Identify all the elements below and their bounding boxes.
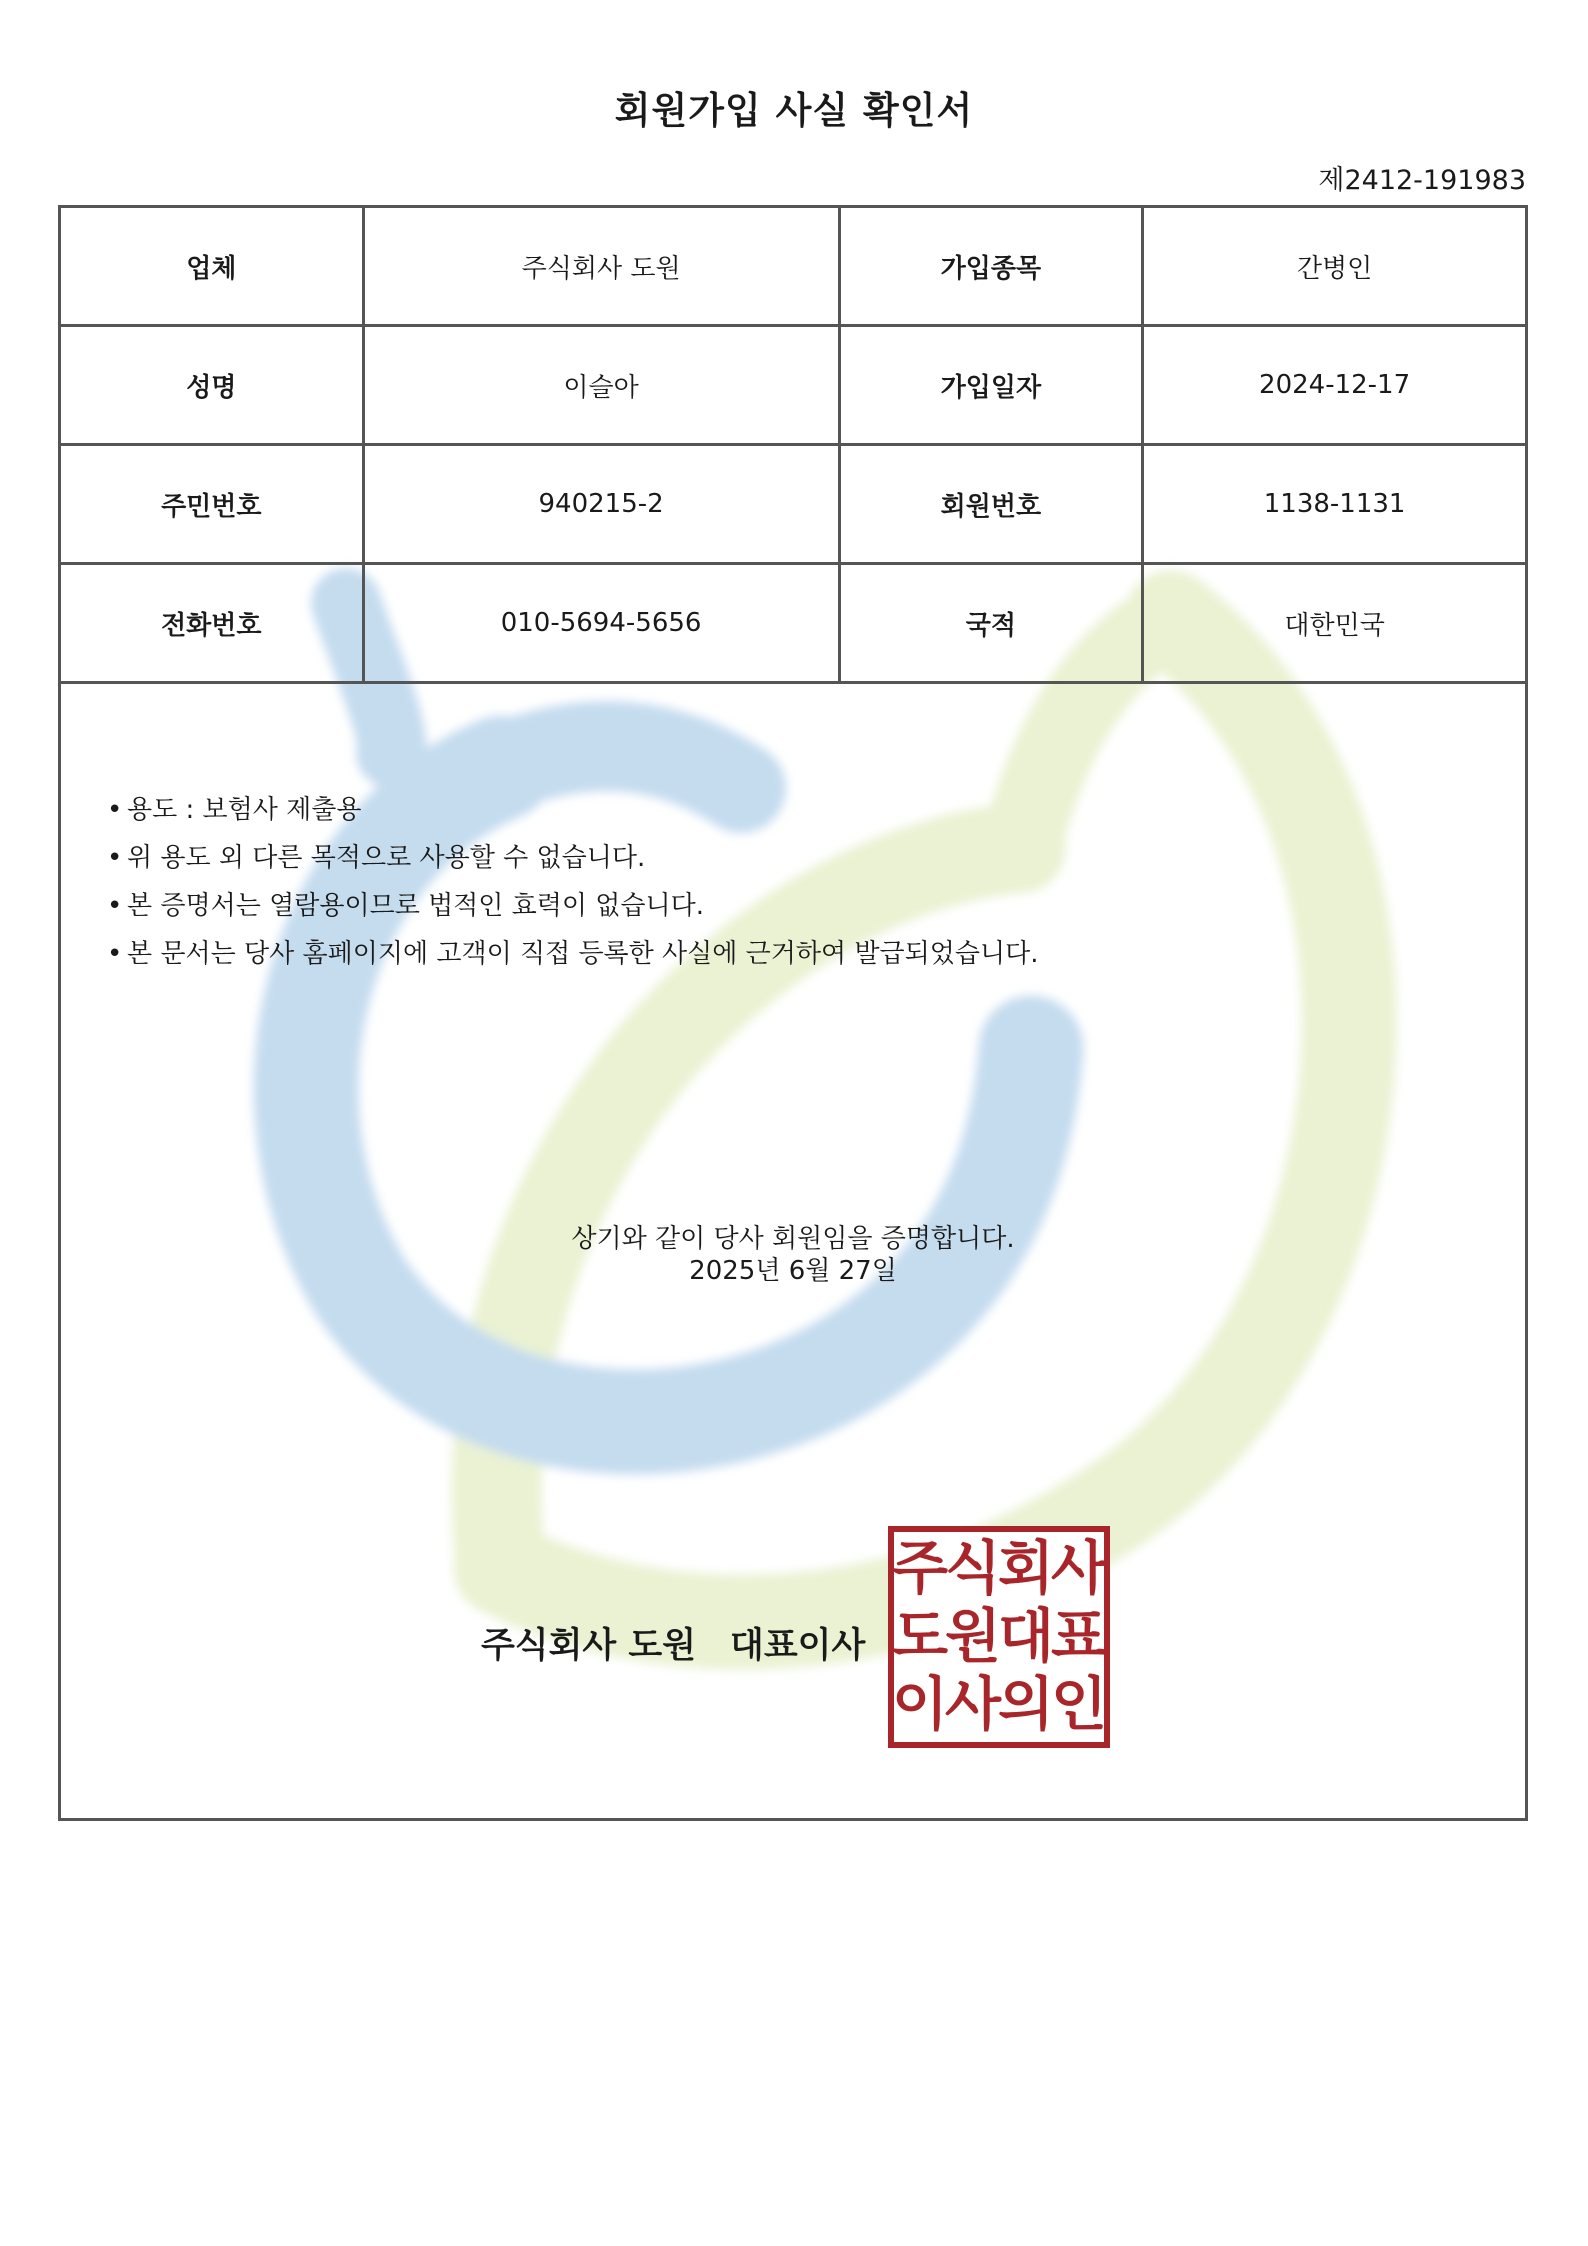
note-item [107, 882, 1038, 930]
field-label: 가입종목 [839, 208, 1143, 326]
page-title: 회원가입 사실 확인서 [614, 89, 974, 132]
field-value: 1138-1131 [1143, 445, 1525, 564]
field-label: 업체 [61, 208, 363, 326]
seal-glyph: 식 [944, 1534, 1002, 1602]
company-seal-stamp [888, 1526, 1110, 1748]
info-table [61, 208, 1525, 684]
confirmation-text [61, 1223, 1525, 1287]
field-value: 대한민국 [1143, 564, 1525, 683]
seal-glyph: 의 [997, 1670, 1055, 1738]
field-label: 전화번호 [61, 564, 363, 683]
note-item [107, 786, 1038, 834]
field-value: 940215-2 [363, 445, 839, 564]
field-label: 국적 [839, 564, 1143, 683]
field-label: 성명 [61, 326, 363, 445]
seal-glyph: 사 [1050, 1534, 1108, 1602]
info-row [61, 208, 1525, 326]
seal-glyph: 인 [1050, 1670, 1108, 1738]
field-value: 2024-12-17 [1143, 326, 1525, 445]
note-item [107, 930, 1038, 978]
bullet-icon: • [107, 891, 123, 921]
seal-glyph: 표 [1050, 1602, 1108, 1670]
note-text: 용도 : 보험사 제출용 [127, 795, 362, 825]
field-label: 주민번호 [61, 445, 363, 564]
info-row [61, 564, 1525, 683]
seal-glyph: 주 [891, 1534, 949, 1602]
notes-list [107, 786, 1038, 978]
field-value: 주식회사 도원 [363, 208, 839, 326]
field-value: 이슬아 [363, 326, 839, 445]
issue-date: 2025년 6월 27일 [689, 1256, 897, 1286]
document-number: 제2412-191983 [1318, 165, 1526, 196]
seal-glyph: 도 [891, 1602, 949, 1670]
field-value: 간병인 [1143, 208, 1525, 326]
seal-glyph: 회 [997, 1534, 1055, 1602]
signer-block [481, 1618, 865, 1668]
seal-glyph: 대 [997, 1602, 1055, 1670]
note-text: 본 문서는 당사 홈페이지에 고객이 직접 등록한 사실에 근거하여 발급되었습니다. [127, 939, 1039, 969]
seal-glyph: 사 [944, 1670, 1002, 1738]
bullet-icon: • [107, 843, 123, 873]
certificate-frame [58, 205, 1528, 1821]
signer-company: 주식회사 도원 [481, 1626, 697, 1666]
info-row [61, 326, 1525, 445]
confirmation-line: 상기와 같이 당사 회원임을 증명합니다. [571, 1224, 1015, 1254]
info-row [61, 445, 1525, 564]
seal-glyph: 이 [891, 1670, 949, 1738]
seal-glyph: 원 [944, 1602, 1002, 1670]
signer-position: 대표이사 [730, 1626, 866, 1666]
note-text: 본 증명서는 열람용이므로 법적인 효력이 없습니다. [127, 891, 705, 921]
note-item [107, 834, 1038, 882]
field-label: 가입일자 [839, 326, 1143, 445]
note-text: 위 용도 외 다른 목적으로 사용할 수 없습니다. [127, 843, 646, 873]
bullet-icon: • [107, 939, 123, 969]
field-label: 회원번호 [839, 445, 1143, 564]
watermark-blue-arc [501, 746, 741, 788]
bullet-icon: • [107, 795, 123, 825]
field-value: 010-5694-5656 [363, 564, 839, 683]
